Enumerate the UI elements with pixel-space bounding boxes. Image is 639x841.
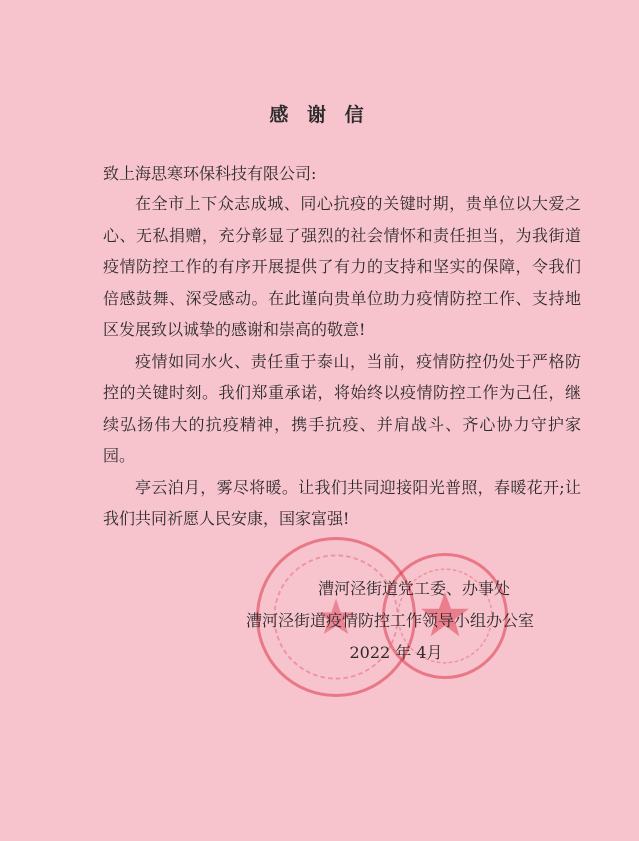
letter-title: 感 谢 信 (269, 104, 370, 126)
signature-block (170, 573, 610, 669)
signature-date: 2022 年 4月 (349, 643, 443, 662)
salutation: 致上海思寒环保科技有限公司: (103, 164, 317, 183)
paragraph-3: 亭云泊月，雾尽将暖。让我们共同迎接阳光普照，春暖花开;让我们共同祈愿人民安康，国家富强! (103, 477, 581, 528)
paragraph-1: 在全市上下众志成城、同心抗疫的关键时期，贵单位以大爱之心、无私捐赠，充分彰显了强烈的社会情怀和责任担当，为我街道疫情防控工作的有序开展提供了有力的支持和坚实的保障，令我们倍感鼓舞、深受感动。在此谨向贵单位助力疫情防控工作、支持地区发展致以诚挚的感谢和崇高的敬意! (103, 194, 581, 339)
paragraph-2: 疫情如同水火、责任重于泰山，当前，疫情防控仍处于严格防控的关键时刻。我们郑重承诺，将始终以疫情防控工作为己任，继续弘扬伟大的抗疫精神，携手抗疫、并肩战斗、齐心协力守护家园。 (103, 351, 581, 465)
letter-body (103, 188, 581, 535)
signature-committee: 漕河泾街道党工委、办事处 (317, 579, 510, 598)
signature-office: 漕河泾街道疫情防控工作领导小组办公室 (245, 611, 534, 630)
